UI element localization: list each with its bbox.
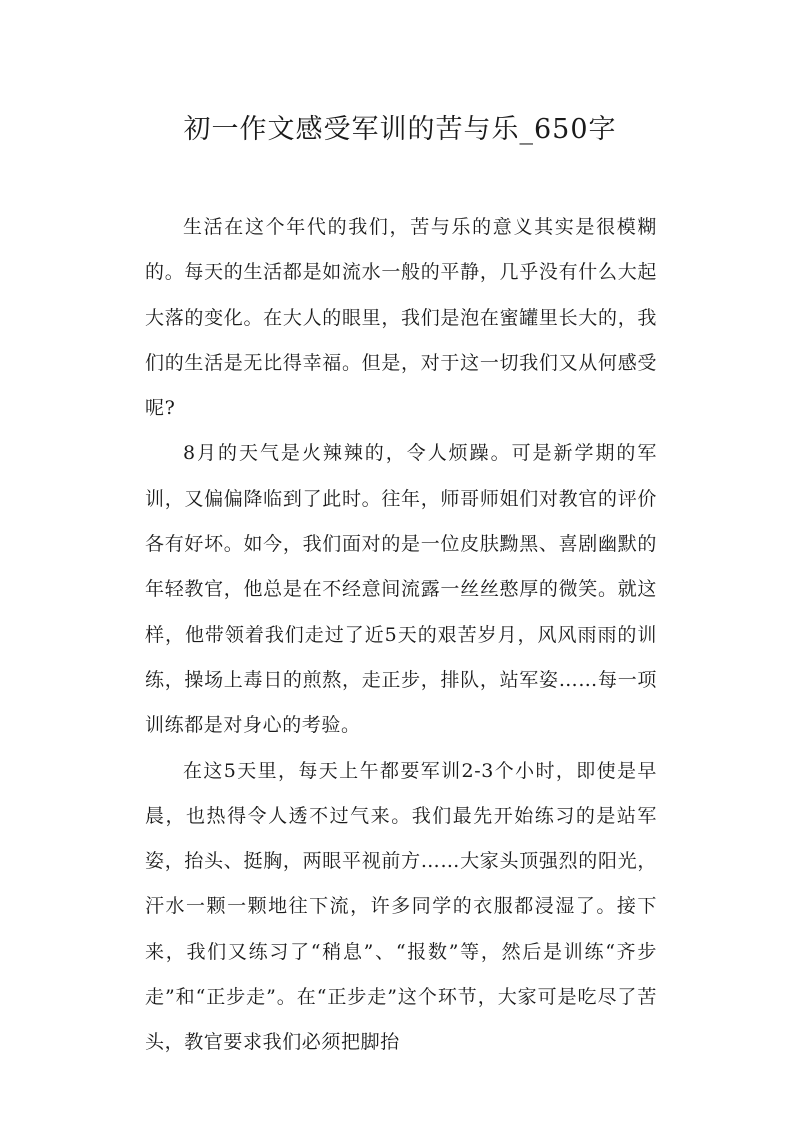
paragraph-2: 8月的天气是火辣辣的，令人烦躁。可是新学期的军训，又偏偏降临到了此时。往年，师哥师姐们对教官的评价各有好坏。如今，我们面对的是一位皮肤黝黑、喜剧幽默的年轻教官，他总是在不经意间流露一丝丝憨厚的微笑。就这样，他带领着我们走过了近5天的艰苦岁月，风风雨雨的训练，操场上毒日的煎熬，走正步，排队，站军姿……每一项训练都是对身心的考验。 [145,442,657,737]
article-body [145,205,657,1066]
paragraph-1: 生活在这个年代的我们，苦与乐的意义其实是很模糊的。每天的生活都是如流水一般的平静，几乎没有什么大起大落的变化。在大人的眼里，我们是泡在蜜罐里长大的，我们的生活是无比得幸福。但是，对于这一切我们又从何感受呢? [145,216,657,420]
paragraph-3: 在这5天里，每天上午都要军训2-3个小时，即使是早晨，也热得令人透不过气来。我们最先开始练习的是站军姿，抬头、挺胸，两眼平视前方……大家头顶强烈的阳光，汗水一颗一颗地往下流，许多同学的衣服都浸湿了。接下来，我们又练习了“稍息”、“报数”等，然后是训练“齐步走”和“正步走”。在“正步走”这个环节，大家可是吃尽了苦头，教官要求我们必须把脚抬 [145,759,657,1054]
page-title: 初一作文感受军训的苦与乐_650字 [183,114,617,145]
